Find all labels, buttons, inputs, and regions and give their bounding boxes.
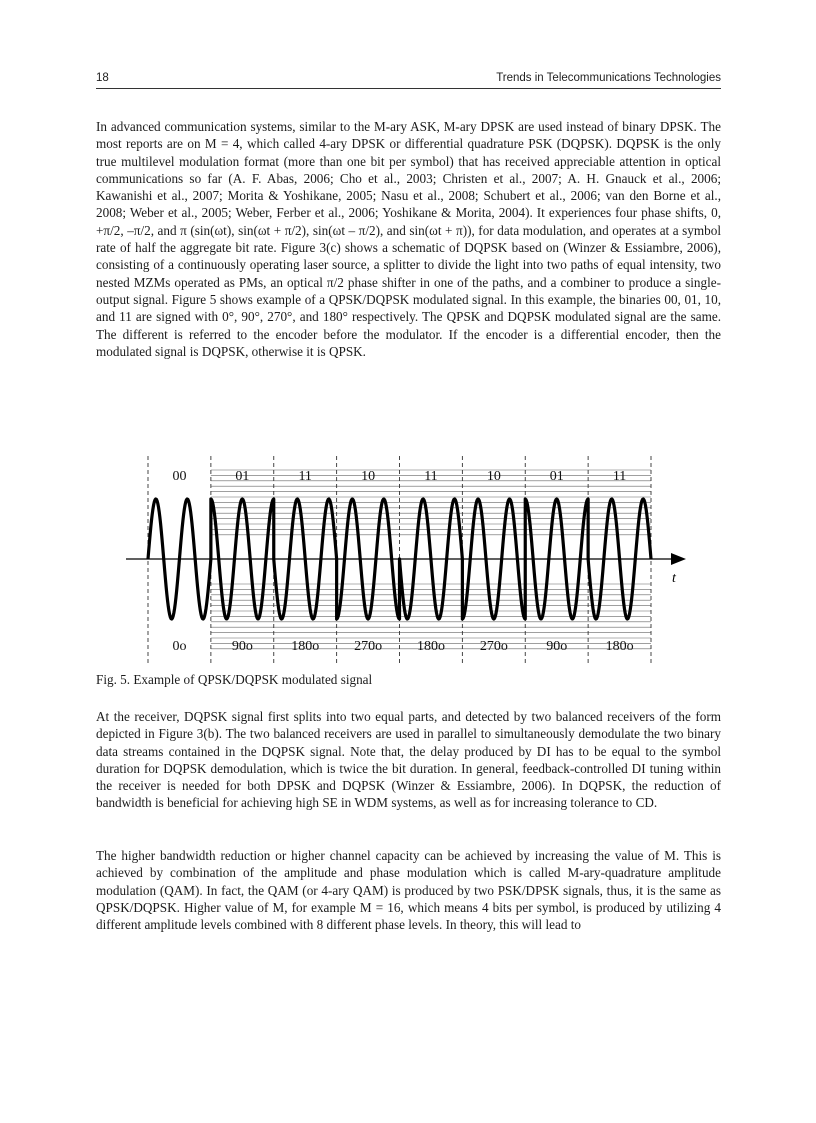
bit-pair-label: 00 [172, 469, 187, 484]
phase-label: 90o [231, 639, 253, 654]
bit-pair-label: 10 [486, 469, 501, 484]
phase-label: 180o [605, 639, 634, 654]
phase-label: 270o [479, 639, 508, 654]
phase-label: 270o [354, 639, 383, 654]
bit-pair-label: 11 [612, 469, 627, 484]
phase-label: 0o [172, 639, 187, 654]
time-axis-arrowhead [671, 553, 686, 565]
figure-caption: Fig. 5. Example of QPSK/DQPSK modulated signal [96, 672, 373, 687]
bit-pair-label: 10 [361, 469, 376, 484]
running-title: Trends in Telecommunications Technologies [496, 72, 721, 84]
phase-label: 90o [546, 639, 568, 654]
bit-pair-label: 11 [298, 469, 312, 484]
time-axis-label: t [672, 571, 676, 586]
phase-label: 180o [416, 639, 445, 654]
running-header [96, 70, 721, 89]
bit-pair-label: 11 [424, 469, 438, 484]
page-number: 18 [96, 72, 109, 84]
body-paragraph-3: The higher bandwidth reduction or higher channel capacity can be achieved by increasing the value of M. This is achieved by combination of the amplitude and phase modulation which is called M-ary-quadrature amplitude modulation (QAM). In fact, the QAM (or 4-ary QAM) is produced by two PSK/DPSK signals, thus, it is the same as QPSK/DQPSK. Higher value of M, for example M = 16, which means 4 bits per symbol, is produced by utilizing 4 different amplitude levels combined with 8 different phase levels. In theory, this will lead to [96, 848, 721, 933]
body-paragraph-2: At the receiver, DQPSK signal first splits into two equal parts, and detected by two balanced receivers of the form depicted in Figure 3(b). The two balanced receivers are used in parallel to simultaneously demodulate the two binary data streams contained in the DQPSK signal. Note that, the delay produced by DI has to be equal to the symbol duration for DQPSK demodulation, which is twice the bit duration. In general, feedback-controlled DI tuning within the receiver is needed for both DPSK and DQPSK (Winzer & Essiambre, 2006). In DQPSK, the reduction of bandwidth is beneficial for achieving high SE in WDM systems, as well as for increasing tolerance to CD. [96, 709, 721, 811]
figure-5 [96, 452, 721, 670]
body-paragraph-1: In advanced communication systems, similar to the M-ary ASK, M-ary DPSK are used instead of binary DPSK. The most reports are on M = 4, which called 4-ary DPSK or differential quadrature PSK (DQPSK). DQPSK is the only true multilevel modulation format (more than one bit per symbol) that has received appreciable attention in optical communications so far (A. F. Abas, 2006; Cho et al., 2003; Christen et al., 2007; A. H. Gnauck et al., 2006; Kawanishi et al., 2007; Morita & Yoshikane, 2005; Nasu et al., 2008; Schubert et al., 2006; van den Borne et al., 2008; Weber et al., 2005; Weber, Ferber et al., 2006; Yoshikane & Morita, 2004). It experiences four phase shifts, 0, +π/2, –π/2, and π (sin(ωt), sin(ωt + π/2), sin(ωt – π/2), and sin(ωt + π)), for data modulation, and operates at a symbol rate of half the aggregate bit rate. Figure 3(c) shows a schematic of DQPSK based on (Winzer & Essiambre, 2006), consisting of a continuously operating laser source, a splitter to divide the light into two paths of equal intensity, two nested MZMs operated as PMs, an optical π/2 phase shifter in one of the paths, and a combiner to produce a single-output signal. Figure 5 shows example of a QPSK/DQPSK modulated signal. In this example, the binaries 00, 01, 10, and 11 are signed with 0°, 90°, 270°, and 180° respectively. The QPSK and DQPSK modulated signal are the same. The different is referred to the encoder before the modulator. If the encoder is a differential encoder, then the modulated signal is DQPSK, otherwise it is QPSK. [96, 119, 721, 359]
qpsk-waveform-diagram [96, 452, 721, 670]
bit-pair-label: 01 [549, 469, 564, 484]
phase-label: 180o [291, 639, 320, 654]
bit-pair-label: 01 [235, 469, 250, 484]
